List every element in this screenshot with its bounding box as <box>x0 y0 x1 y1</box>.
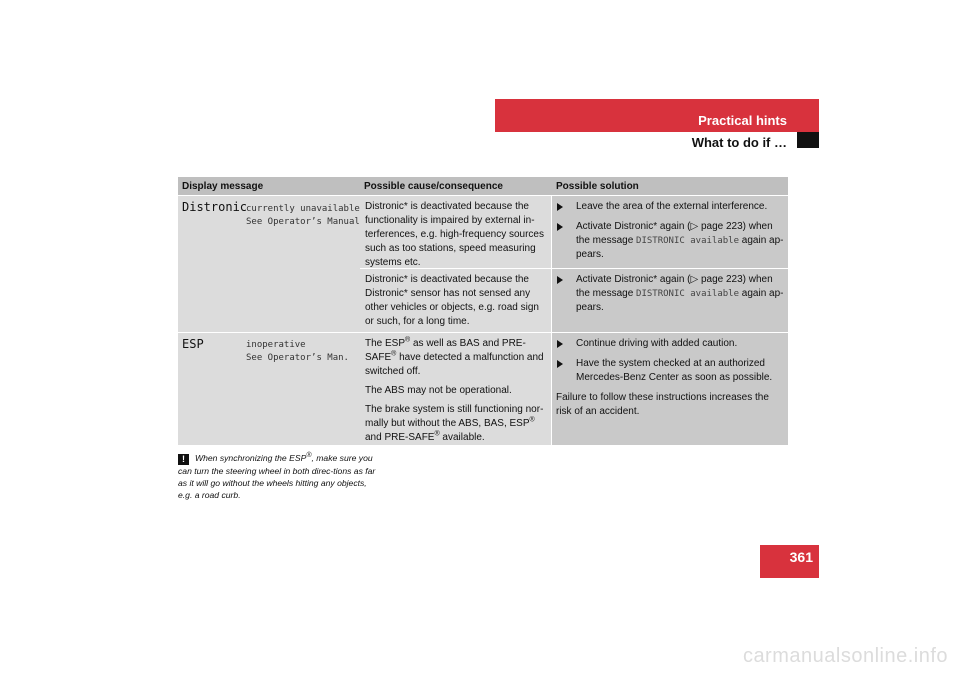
header-corner-mark <box>797 132 819 148</box>
arrow-bullet-icon <box>557 203 569 211</box>
section-header-band <box>495 99 819 132</box>
cause-cell: The ESP® as well as BAS and PRE-SAFE® have detected a malfunction and switched off. The ABS may not be operational. The brake system is still functioning nor-mally but without the ABS, BAS, ESP® and PRE-SAFE® available. <box>360 333 551 445</box>
watermark: carmanualsonline.info <box>742 645 948 667</box>
arrow-bullet-icon <box>557 276 569 284</box>
table-header-row <box>178 177 788 195</box>
section-subtitle: What to do if … <box>691 135 787 150</box>
display-message: ESP <box>182 337 204 351</box>
solution-step: Continue driving with added caution. <box>556 337 784 351</box>
solution-cell <box>552 196 788 268</box>
solution-step: Have the system checked at an authorized Mercedes-Benz Center as soon as possible. <box>556 357 784 385</box>
cause-cell: Distronic* is deactivated because the functionality is impaired by external in-terferences, e.g. high-frequency sources such as too stations, speed measuring systems etc. <box>360 196 551 268</box>
solution-step: Leave the area of the external interference. <box>556 200 784 214</box>
solution-cell <box>552 269 788 332</box>
solution-warning-text: Failure to follow these instructions increases the risk of an accident. <box>556 392 769 417</box>
display-code: DISTRONIC available <box>636 236 739 246</box>
table-row-distronic <box>178 196 788 332</box>
table-row-esp <box>178 333 788 445</box>
arrow-bullet-icon <box>557 360 569 368</box>
display-message-cell <box>178 196 360 332</box>
solution-step: Activate Distronic* again (▷ page 223) when the message DISTRONIC available again ap-pears. <box>556 220 784 262</box>
warning-note: ! When synchronizing the ESP®, make sure you can turn the steering wheel in both direc-tions as far as it will go without the wheels hitting any objects, e.g. a road curb. <box>178 452 376 500</box>
display-message-detail: currently unavailable See Operator’s Manual <box>246 204 360 227</box>
cause-cell: Distronic* is deactivated because the Distronic* sensor has not sensed any other vehicles or objects, e.g. road sign or such, for a long time. <box>360 269 551 332</box>
column-header-display-message: Display message <box>182 181 264 192</box>
column-header-solution: Possible solution <box>556 181 639 192</box>
page-number: 361 <box>789 549 813 565</box>
display-message-cell <box>178 333 360 445</box>
cause-solution-pair <box>360 196 788 268</box>
arrow-bullet-icon <box>557 340 569 348</box>
page-number-band <box>760 545 819 578</box>
arrow-bullet-icon <box>557 223 569 231</box>
solution-step: Activate Distronic* again (▷ page 223) when the message DISTRONIC available again ap-pears. <box>556 273 784 315</box>
display-code: DISTRONIC available <box>636 289 739 299</box>
troubleshooting-table <box>178 177 788 445</box>
column-header-cause: Possible cause/consequence <box>364 181 503 192</box>
display-message-detail: inoperative See Operator’s Man. <box>246 340 349 363</box>
display-message: Distronic <box>182 200 248 214</box>
section-title: Practical hints <box>698 113 787 128</box>
cause-solution-pair <box>360 269 788 332</box>
solution-cell <box>552 333 788 445</box>
warning-icon: ! <box>178 454 189 465</box>
